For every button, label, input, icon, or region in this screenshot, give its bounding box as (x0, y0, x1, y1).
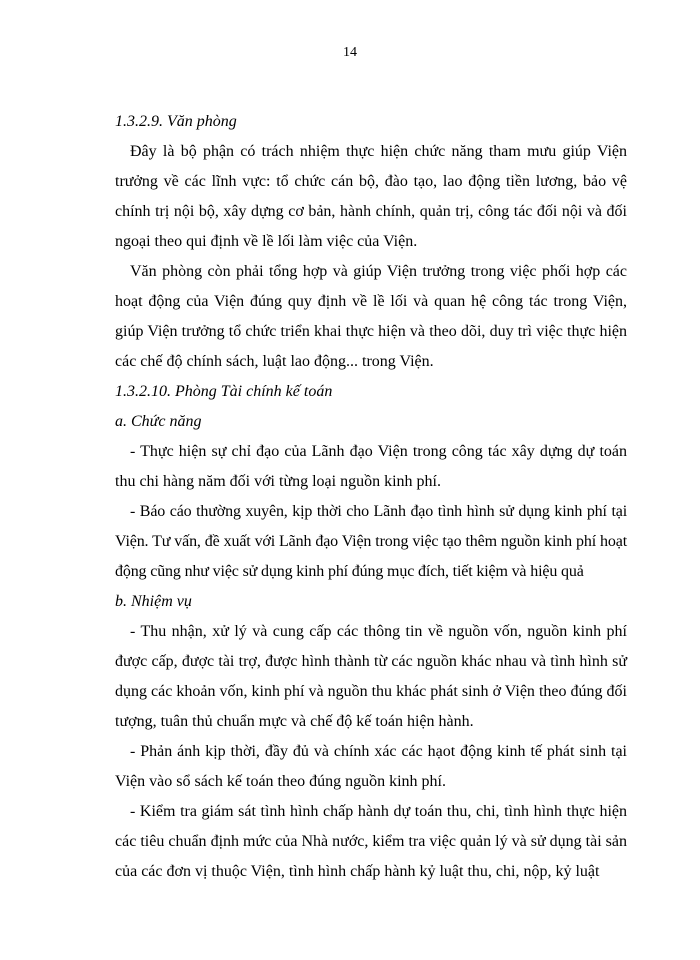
paragraph-van-phong-1: Đây là bộ phận có trách nhiệm thực hiện chức năng tham mưu giúp Viện trưởng về các lĩnh vực: tổ chức cán bộ, đào tạo, lao động tiền lương, bảo vệ chính trị nội bộ, xây dựng cơ bản, hành chính, quản trị, công tác đối nội và đối ngoại theo qui định về lề lối làm việc của Viện. (115, 143, 627, 250)
section-heading-van-phong: 1.3.2.9. Văn phòng (115, 113, 237, 130)
subheading-nhiem-vu: b. Nhiệm vụ (115, 593, 192, 610)
paragraph-nhiem-vu-2: - Phản ánh kịp thời, đầy đủ và chính xác các hạot động kinh tế phát sinh tại Viện vào sổ sách kế toán theo đúng nguồn kinh phí. (115, 743, 627, 790)
section-heading-tai-chinh-ke-toan: 1.3.2.10. Phòng Tài chính kế toán (115, 383, 333, 400)
subheading-chuc-nang: a. Chức năng (115, 413, 202, 430)
page-number: 14 (343, 45, 357, 60)
paragraph-nhiem-vu-1: - Thu nhận, xử lý và cung cấp các thông tin về nguồn vốn, nguồn kinh phí được cấp, được tài trợ, được hình thành từ các nguồn khác nhau và tình hình sử dụng các khoản vốn, kinh phí và nguồn thu khác phát sinh ở Viện theo đúng đối tượng, tuân thủ chuẩn mực và chế độ kế toán hiện hành. (115, 623, 627, 730)
paragraph-chuc-nang-1: - Thực hiện sự chỉ đạo của Lãnh đạo Viện trong công tác xây dựng dự toán thu chi hàng năm đối với từng loại nguồn kinh phí. (115, 443, 627, 490)
paragraph-chuc-nang-2: - Báo cáo thường xuyên, kịp thời cho Lãnh đạo tình hình sử dụng kinh phí tại Viện. Tư vấn, đề xuất với Lãnh đạo Viện trong việc tạo thêm nguồn kinh phí hoạt động cũng như việc sử dụng kinh phí đúng mục đích, tiết kiệm và hiệu quả (115, 503, 627, 580)
paragraph-van-phong-2: Văn phòng còn phải tổng hợp và giúp Viện trưởng trong việc phối hợp các hoạt động của Viện đúng quy định về lề lối và quan hệ công tác trong Viện, giúp Viện trưởng tổ chức triển khai thực hiện và theo dõi, duy trì việc thực hiện các chế độ chính sách, luật lao động... trong Viện. (115, 263, 627, 370)
paragraph-nhiem-vu-3: - Kiểm tra giám sát tình hình chấp hành dự toán thu, chi, tình hình thực hiện các tiêu chuẩn định mức của Nhà nước, kiểm tra việc quản lý và sử dụng tài sản của các đơn vị thuộc Viện, tình hình chấp hành kỷ luật thu, chi, nộp, kỷ luật (115, 803, 627, 880)
document-body (115, 107, 627, 887)
